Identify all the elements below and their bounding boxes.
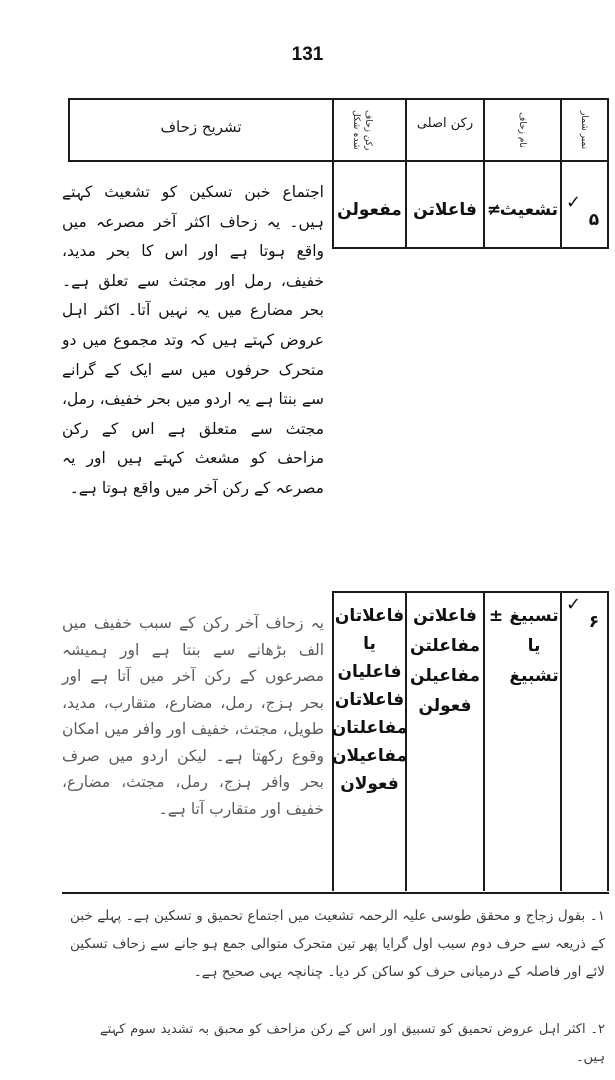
row-5-result: مفعولن — [337, 200, 402, 220]
footnote-separator — [62, 892, 609, 894]
row-6-top-border — [332, 591, 609, 593]
row-6-right-border — [607, 591, 609, 891]
row-6-name-line: تشبیغ — [509, 666, 559, 686]
row-5-bottom-border — [332, 247, 609, 249]
header-serial: نمبر شمار — [579, 110, 589, 150]
row-6-serial: ۶ — [588, 612, 600, 632]
row-6-col-separator-serial — [560, 591, 562, 891]
col-separator-explanation — [332, 98, 334, 248]
col-separator-original — [483, 98, 485, 248]
result-form: یا — [363, 634, 376, 654]
row-5-explanation: اجتماع خبن تسکین کو تشعیث کہتے ہیں۔ یہ زحاف اکثر آخر مصرعہ میں واقع ہوتا ہے اور اس کا بحر مدید، خفیف، رمل اور مجتث سے تعلق ہے۔ بحر مضارع میں یہ نہیں آتا۔ اکثر اہل عروض کہتے ہیں کہ وتد مجموع میں دو متحرک حرفوں میں سے ایک کے گرانے سے بنتا ہے یہ اردو میں بحر خفیف، رمل، مجتث سے متعلق ہے اس کے رکن مزاحف کو مشعث کہتے ہیں اور یہ مصرعہ کے رکن آخر میں واقع ہوتا ہے۔ — [62, 183, 324, 497]
page-number: 131 — [291, 44, 324, 65]
row-6-name-line: یا — [527, 636, 541, 656]
header-original-rukn: رکن اصلی — [416, 116, 474, 131]
footnote-2: ۲۔ اکثر اہل عروض تحمیق کو تسبیق اور اس کے رکن مزاحف کو محبق بہ تشدید سوم کہتے ہیں۔ — [100, 1022, 605, 1065]
col-separator-serial — [560, 98, 562, 248]
original-form: مفاعیلن — [410, 666, 480, 686]
check-mark-icon: ✓ — [566, 594, 582, 615]
footnote-1: ۱۔ بقول زجاج و محقق طوسی علیہ الرحمہ تشعیث میں اجتماع تحمیق و تسکین ہے۔ پہلے خبن کے ذریعہ سے حرف دوم سبب اول گرایا پھر تین متحرک متوالی جمع ہو جانے سے زحاف تسکین لائے اور فاصلہ کے درمیانی حرف کو ساکن کر دیا۔ چنانچہ یہی صحیح ہے۔ — [70, 908, 605, 980]
original-form: فعولن — [418, 696, 472, 716]
original-form: فاعلاتن — [413, 606, 477, 626]
row-6-col-separator-original — [483, 591, 485, 891]
table-right-border — [607, 98, 609, 248]
header-changed-form: رکن زحاف شدہ شکل — [351, 109, 373, 151]
result-form: فعولان — [340, 774, 399, 794]
result-form: مفاعیلان — [331, 746, 408, 766]
row-5-serial: ۵ — [588, 210, 600, 230]
table-header-bottom-border — [68, 160, 609, 162]
result-form: فاعلیان — [337, 662, 402, 682]
row-5-name: تشعیث — [499, 200, 558, 220]
result-form: مفاعلتان — [331, 718, 408, 738]
row-5-original: فاعلاتن — [413, 200, 477, 220]
result-form: فاعلاتان — [334, 690, 405, 710]
result-form: فاعلاتان — [334, 606, 405, 626]
row-6-name — [508, 606, 560, 686]
original-form: مفاعلتن — [410, 636, 480, 656]
row-6-original — [407, 606, 483, 716]
row-6-sign: ± — [488, 606, 504, 626]
row-6-explanation: یہ زحاف آخر رکن کے سبب خفیف میں الف بڑھانے سے بنتا ہے اور ہمیشہ مصرعوں کے رکن آخر میں آتا ہے اور بحر ہزج، رمل، مضارع، متقارب، مدید، طویل، مجتث، خفیف اور وافر میں امکان وقوع رکھتا ہے۔ لیکن اردو میں صرف بحر وافر ہزج، رمل، مجتث، مضارع، خفیف اور متقارب آتا ہے۔ — [62, 614, 324, 818]
header-name: نام زحاف — [517, 112, 527, 148]
row-5-sign: ≠ — [486, 200, 502, 220]
row-6-result — [331, 606, 408, 794]
row-6-name-line: تسبیغ — [509, 606, 559, 626]
header-explanation: تشریح زحاف — [160, 118, 242, 136]
check-mark-icon: ✓ — [566, 192, 582, 213]
table-top-border — [68, 98, 609, 100]
